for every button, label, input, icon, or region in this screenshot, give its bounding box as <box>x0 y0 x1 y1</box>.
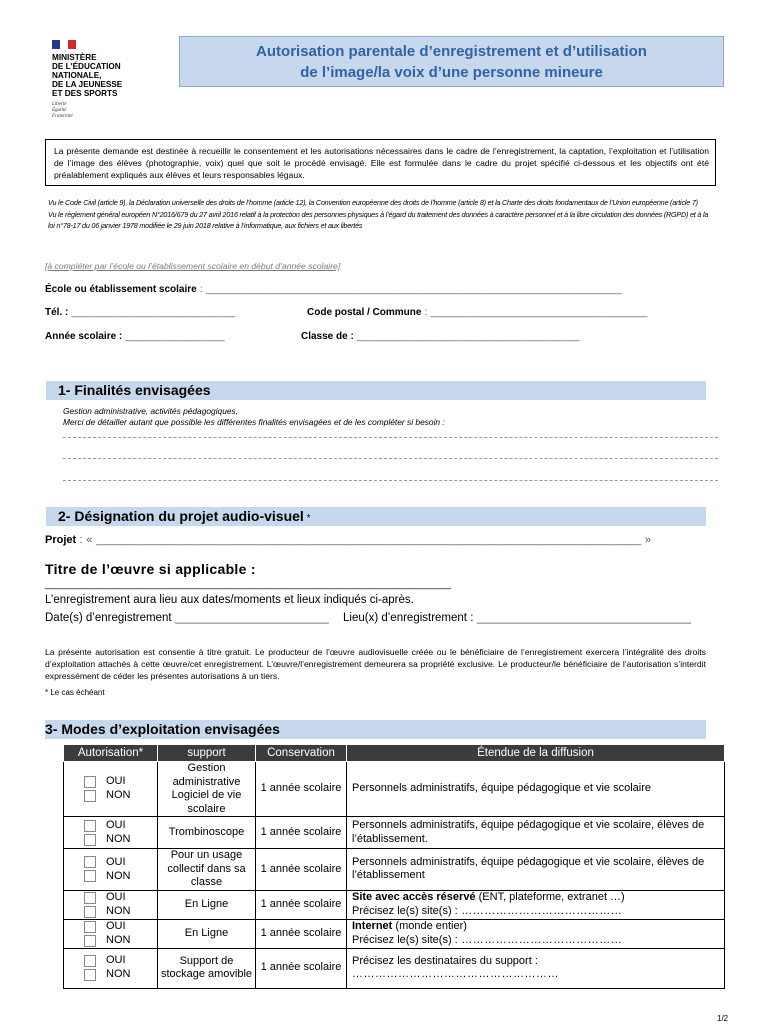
work-title-blank[interactable]: _________________________________________________________________________ <box>45 579 451 590</box>
table-row <box>64 849 725 891</box>
diffusion-text: Précisez les destinataires du support : <box>352 954 538 967</box>
header-authorization: Autorisation* <box>64 745 158 762</box>
oui-label: OUI <box>106 919 126 932</box>
diffusion-cell <box>347 890 725 919</box>
support-cell: En Ligne <box>158 919 256 948</box>
motto-line: Liberté <box>52 102 67 107</box>
conservation-cell: 1 année scolaire <box>256 762 347 817</box>
oui-label: OUI <box>106 818 126 831</box>
support-cell: Gestion administrative Logiciel de vie scolaire <box>158 762 256 817</box>
places-field[interactable] <box>343 612 691 625</box>
table-row <box>64 919 725 948</box>
section-2-mark: * <box>303 513 311 524</box>
project-field[interactable] <box>45 534 651 547</box>
school-label: École ou établissement scolaire <box>45 284 197 295</box>
diffusion-cell <box>347 919 725 948</box>
authorization-cell <box>64 762 158 817</box>
finalities-input-line[interactable] <box>63 437 718 438</box>
diffusion-detail-label: Précisez le(s) site(s) : <box>352 933 458 946</box>
oui-checkbox[interactable] <box>84 776 96 788</box>
oui-label: OUI <box>106 890 126 903</box>
section-2-header <box>46 507 706 526</box>
finalities-input-line[interactable] <box>63 480 718 481</box>
school-completion-note: [à compléter par l’école ou l’établissement scolaire en début d’année scolaire] <box>45 261 341 271</box>
logo-line: ET DES SPORTS <box>52 89 118 98</box>
authorization-cell <box>64 919 158 948</box>
conservation-cell: 1 année scolaire <box>256 948 347 988</box>
non-checkbox[interactable] <box>84 906 96 918</box>
non-checkbox[interactable] <box>84 870 96 882</box>
diffusion-text: (monde entier) <box>392 920 467 932</box>
project-blank[interactable]: : « _____________________________________________________________________________________ » <box>76 534 652 546</box>
postal-field[interactable] <box>307 306 648 319</box>
oui-checkbox[interactable] <box>84 856 96 868</box>
oui-label: OUI <box>106 855 126 868</box>
page-number: 1/2 <box>717 1014 729 1023</box>
document-title <box>179 36 724 87</box>
logo-line: DE L'ÉDUCATION <box>52 62 121 71</box>
oui-label: OUI <box>106 775 126 788</box>
diffusion-cell <box>347 849 725 891</box>
diffusion-cell <box>347 948 725 988</box>
non-label: NON <box>106 832 131 845</box>
republic-motto <box>52 102 152 120</box>
logo-line: MINISTÈRE <box>52 53 97 62</box>
class-label: Classe de : <box>301 331 354 342</box>
diffusion-text: Personnels administratifs, équipe pédagogique et vie scolaire <box>352 782 652 795</box>
table-row <box>64 817 725 849</box>
table-row <box>64 762 725 817</box>
diffusion-detail-input[interactable]: …………………………………… <box>457 933 623 946</box>
non-label: NON <box>106 933 131 946</box>
header-conservation: Conservation <box>256 745 347 762</box>
tel-blank[interactable]: ____________________________ <box>68 307 236 318</box>
support-cell: Trombinoscope <box>158 817 256 849</box>
class-field[interactable] <box>301 330 580 343</box>
intro-paragraph: La présente demande est destinée à recueillir le consentement et les autorisations nécessaires dans le cadre de l’enregistrement, la captation, l’exploitation et l’utilisation de l’image des élèves (photographie, voix) quel que soit le procédé envisagé. Elle est formulée dans le cadre du projet spécifié ci-dessous et les objectifs ont été préalablement expliqués aux élèves et leurs responsables légaux. <box>45 139 716 186</box>
diffusion-text: Personnels administratifs, équipe pédagogique et vie scolaire, élèves de l’établissement <box>352 855 705 882</box>
section-2-title: 2- Désignation du projet audio-visuel <box>58 508 304 524</box>
non-checkbox[interactable] <box>84 834 96 846</box>
diffusion-detail-input[interactable]: ……………………………………………… <box>352 968 559 980</box>
non-checkbox[interactable] <box>84 790 96 802</box>
year-field[interactable] <box>45 330 225 343</box>
oui-checkbox[interactable] <box>84 892 96 904</box>
conservation-cell: 1 année scolaire <box>256 919 347 948</box>
diffusion-bold: Internet <box>352 920 393 932</box>
section-1-line-2: Merci de détailler autant que possible les différentes finalités envisagées et de les compléter si besoin : <box>63 417 445 427</box>
project-label: Projet <box>45 534 77 546</box>
header-diffusion: Étendue de la diffusion <box>347 745 725 762</box>
non-checkbox[interactable] <box>84 935 96 947</box>
dates-label: Date(s) d’enregistrement <box>45 612 172 624</box>
free-authorization-paragraph: La présente autorisation est consentie à titre gratuit. Le producteur de l’œuvre audiovisuelle créée ou le bénéficiaire de l’enregistrement exercera l’intégralité des droits d’exploitation attachés à cette œuvre/cet enregistrement. L’œuvre/l’enregistrement demeurera sa propriété exclusive. Le producteur/le bénéficiaire de l’autorisation s’interdit expressément de céder les présentes autorisations à un tiers. <box>45 647 706 681</box>
diffusion-detail-label: Précisez le(s) site(s) : <box>352 904 458 917</box>
conservation-cell: 1 année scolaire <box>256 817 347 849</box>
french-flag-icon <box>52 40 76 49</box>
diffusion-cell <box>347 817 725 849</box>
diffusion-text: (ENT, plateforme, extranet …) <box>475 891 625 903</box>
section-1-line-1: Gestion administrative, activités pédagogiques, <box>63 406 239 416</box>
oui-checkbox[interactable] <box>84 955 96 967</box>
dates-blank[interactable]: _______________________ <box>171 612 330 624</box>
diffusion-detail-input[interactable]: …………………………………… <box>457 904 623 917</box>
school-field[interactable] <box>45 283 622 296</box>
table-row <box>64 890 725 919</box>
year-label: Année scolaire : <box>45 331 123 342</box>
oui-checkbox[interactable] <box>84 921 96 933</box>
places-label: Lieu(x) d’enregistrement : <box>343 612 474 624</box>
school-blank[interactable]: : _______________________________________________________________________ <box>196 284 623 295</box>
section-1-header: 1- Finalités envisagées <box>46 381 706 400</box>
non-label: NON <box>106 869 131 882</box>
logo-line: DE LA JEUNESSE <box>52 80 123 89</box>
legal-references <box>48 197 716 232</box>
year-blank[interactable]: _________________ <box>122 331 225 342</box>
non-label: NON <box>106 968 131 981</box>
authorization-cell <box>64 890 158 919</box>
support-cell: Pour un usage collectif dans sa classe <box>158 849 256 891</box>
title-line-1: Autorisation parentale d’enregistrement et d’utilisation <box>256 43 647 60</box>
ministry-logo <box>52 40 152 120</box>
non-label: NON <box>106 904 131 917</box>
exploitation-modes-table <box>63 744 725 989</box>
section-3-header: 3- Modes d’exploitation envisagées <box>45 720 706 739</box>
finalities-input-line[interactable] <box>63 458 718 459</box>
diffusion-bold: Site avec accès réservé <box>352 891 476 903</box>
logo-line: NATIONALE, <box>52 71 102 80</box>
non-checkbox[interactable] <box>84 969 96 981</box>
postal-label: Code postal / Commune <box>307 307 422 318</box>
diffusion-cell <box>347 762 725 817</box>
table-row <box>64 948 725 988</box>
tel-label: Tél. : <box>45 307 69 318</box>
support-cell: Support de stockage amovible <box>158 948 256 988</box>
class-blank[interactable]: ______________________________________ <box>353 331 580 342</box>
support-cell: En Ligne <box>158 890 256 919</box>
authorization-cell <box>64 849 158 891</box>
places-blank[interactable]: ________________________________ <box>473 612 692 624</box>
recording-text: L’enregistrement aura lieu aux dates/moments et lieux indiqués ci-après. <box>45 594 414 606</box>
authorization-cell <box>64 948 158 988</box>
dates-field[interactable] <box>45 612 329 625</box>
tel-field[interactable] <box>45 306 236 319</box>
authorization-cell <box>64 817 158 849</box>
conservation-cell: 1 année scolaire <box>256 890 347 919</box>
work-title-label: Titre de l’œuvre si applicable : <box>45 561 256 577</box>
legal-ref: Vu le Code Civil (article 9), la Déclaration universelle des droits de l’homme (article 12), la Convention européenne des droits de l’homme (article 8) et la Charte des droits fondamentaux de l’Union européenne (article 7) <box>48 198 698 207</box>
legal-ref: Vu le règlement général européen N°2016/679 du 27 avril 2016 relatif à la protection des personnes physiques à l’égard du traitement des données à caractère personnel et à la libre circulation des données (RGPD) et à la loi n°78-17 du 06 janvier 1978 modifiée le 29 juin 2018 relative à l’informatique, aux fichiers et aux libertés <box>48 209 709 231</box>
motto-line: Égalité <box>52 108 67 113</box>
diffusion-text: Personnels administratifs, équipe pédagogique et vie scolaire, élèves de l’établissement. <box>352 819 705 845</box>
oui-checkbox[interactable] <box>84 820 96 832</box>
title-line-2: de l’image/la voix d’une personne mineure <box>300 64 603 81</box>
non-label: NON <box>106 789 131 802</box>
header-support: support <box>158 745 256 762</box>
conservation-cell: 1 année scolaire <box>256 849 347 891</box>
oui-label: OUI <box>106 954 126 967</box>
footnote: * Le cas échéant <box>45 688 105 697</box>
motto-line: Fraternité <box>52 114 73 119</box>
postal-blank[interactable]: : _____________________________________ <box>421 307 648 318</box>
